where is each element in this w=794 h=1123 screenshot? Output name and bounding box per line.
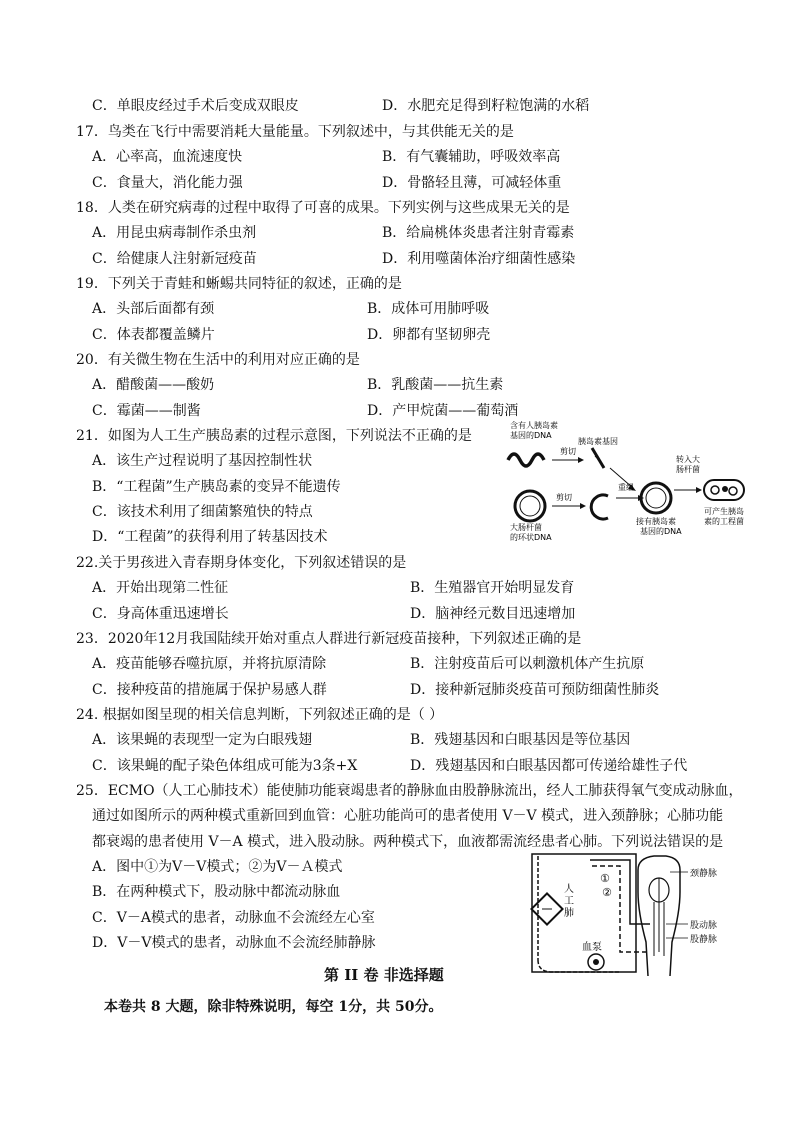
- section-title: 第 II 卷 非选择题: [324, 966, 444, 984]
- q25-stem-line-2: 通过如图所示的两种模式重新回到血管：心脏功能尚可的患者使用 V－V 模式，进入颈静脉；心肺功能: [92, 808, 724, 824]
- q17-stem: 17．鸟类在飞行中需要消耗大量能量。下列叙述中，与其供能无关的是: [76, 124, 514, 140]
- section-note: 本卷共 8 大题，除非特殊说明，每空 1分，共 50分。: [104, 999, 443, 1015]
- q20-stem: 20．有关微生物在生活中的利用对应正确的是: [76, 352, 360, 368]
- label-jugular-vein: 颈静脉: [690, 869, 718, 879]
- q22-stem: 22.关于男孩进入青春期身体变化，下列叙述错误的是: [76, 555, 407, 571]
- q23-option-d: D．接种新冠肺炎疫苗可预防细菌性肺炎: [410, 682, 660, 698]
- mark-1: ①: [600, 872, 610, 885]
- label-engineered-bacterium: 可产生胰岛素的工程菌: [704, 507, 744, 526]
- q25-stem-line-3: 都衰竭的患者使用 V－A 模式，进入股动脉。两种模式下，血液都需流经患者心肺。下列说法错误的是: [92, 834, 724, 850]
- q18-option-b: B．给扁桃体炎患者注射青霉素: [382, 225, 575, 241]
- q22-option-b: B．生殖器官开始明显发育: [410, 580, 575, 596]
- label-ecoli-ring-dna: 大肠杆菌的环状DNA: [510, 523, 552, 542]
- insulin-production-diagram: [500, 418, 758, 548]
- label-transfer-ecoli: 转入大肠杆菌: [676, 455, 700, 474]
- label-cut-1: 剪切: [560, 447, 576, 456]
- q24-stem: 24. 根据如图呈现的相关信息判断，下列叙述正确的是（ ）: [76, 707, 444, 723]
- q24-option-b: B．残翅基因和白眼基因是等位基因: [410, 732, 631, 748]
- q24-option-d: D．残翅基因和白眼基因都可传递给雄性子代: [410, 758, 688, 774]
- q21-option-d: D．“工程菌”的获得利用了转基因技术: [92, 529, 328, 545]
- label-cut-2: 剪切: [556, 493, 572, 502]
- q19-option-d: D．卵都有坚韧卵壳: [367, 327, 491, 343]
- q25-option-b: B．在两种模式下，股动脉中都流动脉血: [92, 884, 341, 900]
- label-femoral-vein: 股静脉: [690, 935, 718, 945]
- q17-option-d: D．骨骼轻且薄，可减轻体重: [382, 175, 562, 191]
- q16-option-c: C．单眼皮经过手术后变成双眼皮: [92, 98, 299, 114]
- label-blood-pump: 血泵: [582, 942, 602, 953]
- q20-option-c: C．霉菌——制酱: [92, 403, 201, 419]
- q22-option-c: C．身高体重迅速增长: [92, 606, 229, 622]
- q17-option-a: A．心率高，血流速度快: [92, 149, 243, 165]
- q22-option-d: D．脑神经元数目迅速增加: [410, 606, 576, 622]
- mark-2: ②: [602, 886, 612, 899]
- q23-stem: 23．2020年12月我国陆续开始对重点人群进行新冠疫苗接种，下列叙述正确的是: [76, 631, 582, 647]
- q21-option-c: C．该技术利用了细菌繁殖快的特点: [92, 504, 313, 520]
- q23-option-a: A．疫苗能够吞噬抗原，并将抗原清除: [92, 656, 327, 672]
- label-femoral-artery: 股动脉: [690, 921, 718, 931]
- q19-option-a: A．头部后面都有颈: [92, 301, 215, 317]
- label-artificial-lung: 人工肺: [564, 884, 574, 919]
- q25-option-a: A．图中①为Ⅴ－Ⅴ模式；②为Ⅴ－Ａ模式: [92, 859, 343, 875]
- cut-plasmid: [591, 495, 608, 519]
- q23-option-b: B．注射疫苗后可以刺激机体产生抗原: [410, 656, 645, 672]
- q21-option-b: B．“工程菌”生产胰岛素的变异不能遗传: [92, 479, 341, 495]
- q18-option-c: C．给健康人注射新冠疫苗: [92, 251, 257, 267]
- q25-option-d: D．Ⅴ－Ⅴ模式的患者，动脉血不会流经肺静脉: [92, 935, 376, 951]
- q23-option-c: C．接种疫苗的措施属于保护易感人群: [92, 682, 327, 698]
- q19-stem: 19．下列关于青蛙和蜥蜴共同特征的叙述，正确的是: [76, 276, 402, 292]
- q18-stem: 18．人类在研究病毒的过程中取得了可喜的成果。下列实例与这些成果无关的是: [76, 200, 570, 216]
- q22-option-a: A．开始出现第二性征: [92, 580, 229, 596]
- q24-option-c: C．该果蝇的配子染色体组成可能为3条+X: [92, 758, 358, 774]
- label-recombine: 重组: [618, 483, 634, 492]
- ecmo-diagram: [530, 852, 730, 980]
- q25-option-c: C．Ⅴ－A模式的患者，动脉血不会流经左心室: [92, 910, 375, 926]
- q25-stem-line-1: 25．ECMO（人工心肺技术）能使肺功能衰竭患者的静脉血由股静脉流出，经人工肺获得氧气变成动脉血，: [76, 783, 743, 799]
- q19-option-c: C．体表都覆盖鳞片: [92, 327, 215, 343]
- q21-stem: 21．如图为人工生产胰岛素的过程示意图，下列说法不正确的是: [76, 428, 472, 444]
- q17-option-c: C．食量大，消化能力强: [92, 175, 243, 191]
- label-insulin-gene: 胰岛素基因: [578, 437, 618, 446]
- q24-option-a: A．该果蝇的表现型一定为白眼残翅: [92, 732, 313, 748]
- q21-option-a: A．该生产过程说明了基因控制性状: [92, 453, 313, 469]
- human-dna-strand: [508, 454, 544, 466]
- q20-option-d: D．产甲烷菌——葡萄酒: [367, 403, 519, 419]
- q19-option-b: B．成体可用肺呼吸: [367, 301, 490, 317]
- q20-option-b: B．乳酸菌——抗生素: [367, 377, 504, 393]
- q16-option-d: D．水肥充足得到籽粒饱满的水稻: [382, 98, 590, 114]
- label-human-insulin-dna: 含有人胰岛素基因的DNA: [510, 421, 558, 440]
- q18-option-d: D．利用噬菌体治疗细菌性感染: [382, 251, 576, 267]
- q18-option-a: A．用昆虫病毒制作杀虫剂: [92, 225, 257, 241]
- q17-option-b: B．有气囊辅助，呼吸效率高: [382, 149, 561, 165]
- label-recombinant-dna: 接有胰岛素基因的DNA: [636, 517, 682, 536]
- q20-option-a: A．醋酸菌——酸奶: [92, 377, 215, 393]
